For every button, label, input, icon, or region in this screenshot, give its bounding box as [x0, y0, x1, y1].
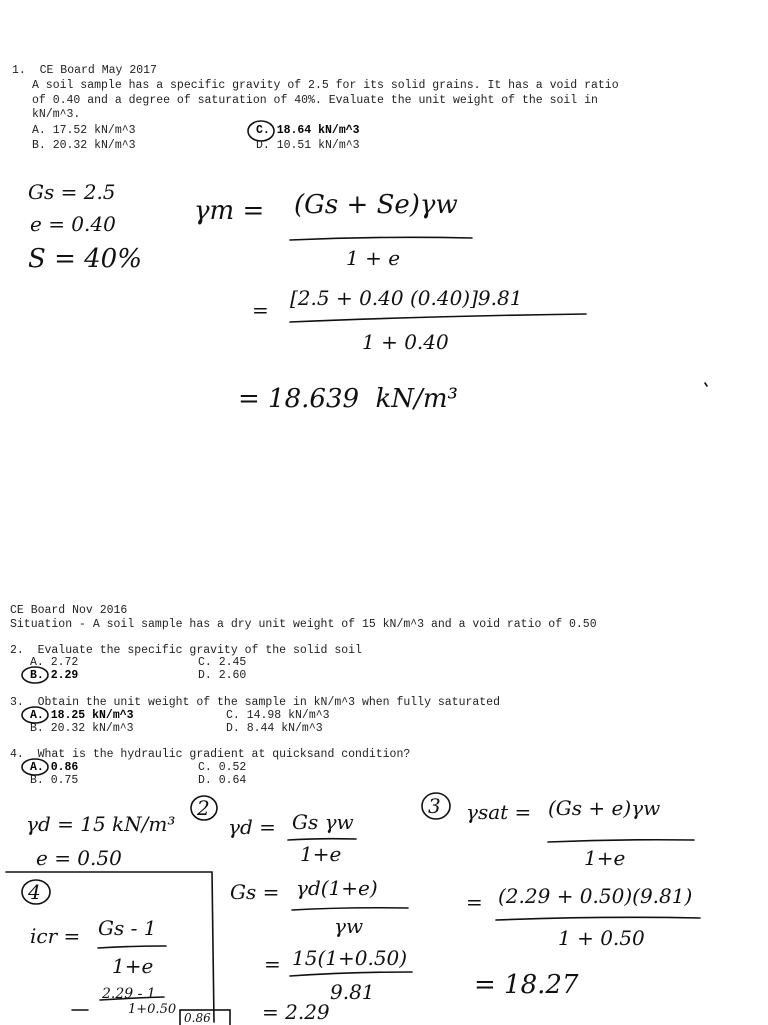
q4-choice-c: C. 0.52 [198, 761, 247, 774]
problem1-text-line3: kN/m^3. [32, 108, 81, 121]
problem2-header: CE Board Nov 2016 [10, 604, 128, 617]
gd-formula-label: γd = [228, 815, 276, 839]
problem1-text-line2: of 0.40 and a degree of saturation of 40%. Evaluate the unit weight of the soil in [32, 94, 598, 107]
answer-circle-q3a [22, 707, 48, 723]
icr-denominator: 1+e [112, 954, 154, 978]
gs-numerator: γd(1+e) [296, 876, 378, 900]
gsat-denominator: 1+e [584, 846, 626, 870]
fraction-bar-gsat [548, 840, 694, 842]
icr-sub-denominator: 1+0.50 [128, 1002, 177, 1017]
gsat-sub-numerator: (2.29 + 0.50)(9.81) [498, 884, 693, 908]
problem1-choice-b: B. 20.32 kN/m^3 [32, 139, 136, 152]
gamma-m-numerator: (Gs + Se)γw [294, 190, 458, 220]
stray-mark [705, 383, 707, 386]
q3-choice-a: A. 18.25 kN/m^3 [30, 709, 134, 722]
fraction-bar-gs-sub [290, 972, 412, 976]
q3-text: 3. Obtain the unit weight of the sample in kN/m^3 when fully saturated [10, 696, 500, 709]
answer-circle-c [248, 121, 274, 141]
circle-4 [22, 880, 50, 904]
gs-sub-eq: = [264, 952, 281, 976]
icr-label: icr = [30, 924, 81, 948]
situation-text: Situation - A soil sample has a dry unit weight of 15 kN/m^3 and a void ratio of 0.50 [10, 618, 597, 631]
circle-2 [191, 796, 217, 820]
given-gs: Gs = 2.5 [28, 180, 116, 204]
gd-formula-numerator: Gs γw [292, 810, 354, 834]
icr-numerator: Gs - 1 [98, 916, 157, 940]
q2-text: 2. Evaluate the specific gravity of the solid soil [10, 644, 362, 657]
substitution-denominator: 1 + 0.40 [362, 330, 449, 354]
gs-denominator: γw [334, 914, 364, 938]
q3-choice-c: C. 14.98 kN/m^3 [226, 709, 330, 722]
q3-choice-d: D. 8.44 kN/m^3 [226, 722, 323, 735]
q4-text: 4. What is the hydraulic gradient at quicksand condition? [10, 748, 411, 761]
q2-choice-b: B. 2.29 [30, 669, 79, 682]
given-e2: e = 0.50 [36, 846, 122, 870]
icr-result: 0.86 [184, 1011, 211, 1025]
problem1-choice-c: C. 18.64 kN/m^3 [256, 124, 360, 137]
gsat-sub-denominator: 1 + 0.50 [558, 926, 645, 950]
problem1-choice-d: D. 10.51 kN/m^3 [256, 139, 360, 152]
answer-box-086 [180, 1010, 230, 1025]
gsat-label: γsat = [466, 800, 532, 824]
q4-choice-a: A. 0.86 [30, 761, 79, 774]
circle-2-label: 2 [197, 796, 210, 820]
circle-3 [422, 793, 450, 819]
gs-sub-numerator: 15(1+0.50) [292, 946, 408, 970]
q3-choice-b: B. 20.32 kN/m^3 [30, 722, 134, 735]
substitution-numerator: [2.5 + 0.40 (0.40)]9.81 [290, 286, 523, 310]
icr-sub-numerator: 2.29 - 1 [102, 986, 156, 1002]
gsat-numerator: (Gs + e)γw [548, 796, 661, 820]
gs-sub-denominator: 9.81 [330, 980, 375, 1004]
fraction-bar-icr [98, 946, 166, 948]
fraction-bar-gsat-sub [496, 917, 700, 920]
circle-4-label: 4 [28, 880, 41, 904]
gsat-result: = 18.27 [474, 970, 579, 1000]
problem1-header: 1. CE Board May 2017 [12, 64, 157, 77]
result-1: = 18.639 kN/m³ [238, 384, 458, 414]
q4-choice-d: D. 0.64 [198, 774, 247, 787]
fraction-bar-gs [292, 908, 408, 910]
gsat-sub-eq: = [466, 890, 483, 914]
eq-sign-1: = [252, 298, 269, 322]
q2-choice-d: D. 2.60 [198, 669, 247, 682]
problem1-choice-a: A. 17.52 kN/m^3 [32, 124, 136, 137]
answer-circle-q4a [22, 759, 48, 775]
q4-choice-b: B. 0.75 [30, 774, 79, 787]
fraction-bar-2 [290, 314, 586, 322]
gs-eq-label: Gs = [230, 880, 280, 904]
given-s: S = 40% [28, 244, 142, 274]
gamma-m-label: γm = [194, 196, 265, 226]
fraction-bar-icr-sub [100, 997, 164, 1000]
gd-formula-denominator: 1+e [300, 842, 342, 866]
fraction-bar-gd [288, 839, 356, 840]
gs-result: = 2.29 [262, 1000, 330, 1024]
circle-3-label: 3 [428, 794, 441, 818]
q2-choice-c: C. 2.45 [198, 656, 247, 669]
given-e: e = 0.40 [30, 212, 116, 236]
problem1-text-line1: A soil sample has a specific gravity of 2.5 for its solid grains. It has a void ratio [32, 79, 619, 92]
answer-circle-q2b [22, 667, 48, 683]
gamma-m-denominator: 1 + e [346, 246, 401, 270]
fraction-bar-1 [290, 237, 472, 240]
q2-choice-a: A. 2.72 [30, 656, 79, 669]
given-gd: γd = 15 kN/m³ [26, 812, 176, 836]
